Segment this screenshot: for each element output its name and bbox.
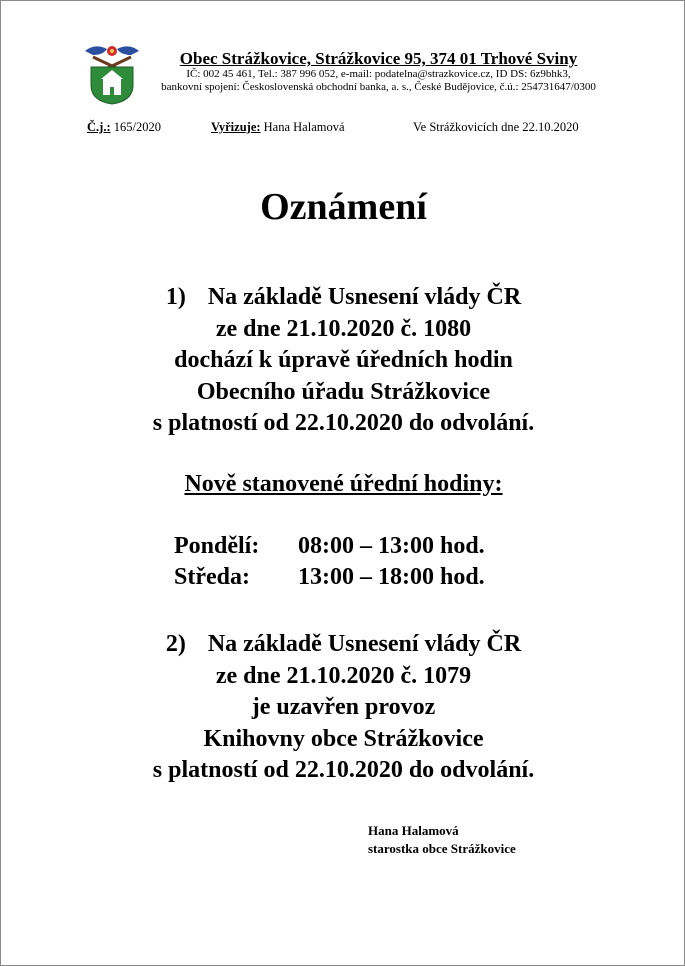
handled-by	[211, 120, 345, 135]
section-1-line: s platností od 22.10.2020 do odvolání.	[152, 410, 535, 436]
reference-number	[87, 120, 161, 135]
office-hours-time: 13:00 – 18:00 hod.	[298, 564, 485, 590]
municipality-title: Obec Strážkovice, Strážkovice 95, 374 01 Trhové Sviny	[179, 49, 578, 68]
page-title: Oznámení	[260, 186, 427, 228]
document-date: Ve Strážkovicích dne 22.10.2020	[413, 120, 579, 134]
section-2-line: je uzavřen provoz	[251, 694, 436, 720]
signature-role: starostka obce Strážkovice	[368, 841, 516, 856]
reference-label: Č.j.:	[87, 120, 111, 134]
section-1-line	[1, 282, 685, 314]
office-hours-row	[174, 564, 485, 591]
announcement-section-2	[1, 629, 685, 787]
handled-by-value: Hana Halamová	[260, 120, 345, 134]
signature-name: Hana Halamová	[368, 823, 459, 838]
office-hours-day: Pondělí:	[174, 533, 260, 559]
office-hours-time: 08:00 – 13:00 hod.	[298, 533, 485, 559]
section-2-line: Knihovny obce Strážkovice	[203, 725, 484, 752]
announcement-section-1	[1, 282, 685, 440]
section-1-line: dochází k úpravě úředních hodin	[174, 347, 513, 373]
section-1-number: 1)	[165, 284, 186, 310]
handled-by-label: Vyřizuje:	[211, 120, 261, 134]
section-1-line: Obecního úřadu Strážkovice	[196, 378, 491, 405]
office-hours-heading: Nově stanovené úřední hodiny:	[184, 471, 503, 497]
coat-of-arms-icon	[81, 41, 143, 105]
office-hours-row	[174, 533, 485, 560]
section-1-text: Na základě Usnesení vlády ČR	[207, 284, 522, 310]
section-1-line: ze dne 21.10.2020 č. 1080	[215, 315, 472, 342]
section-2-number: 2)	[165, 631, 186, 657]
section-2-line	[1, 629, 685, 661]
section-2-line: s platností od 22.10.2020 do odvolání.	[152, 757, 535, 783]
section-2-line: ze dne 21.10.2020 č. 1079	[215, 662, 472, 689]
section-2-text: Na základě Usnesení vlády ČR	[207, 631, 522, 657]
contact-line: IČ: 002 45 461, Tel.: 387 996 052, e-mail: podatelna@strazkovice.cz, ID DS: 6z9bhk3,	[186, 68, 571, 80]
reference-value: 165/2020	[110, 120, 161, 134]
office-hours-day: Středa:	[174, 564, 250, 590]
bank-line: bankovní spojení: Československá obchodní banka, a. s., České Budějovice, č.ú.: 254731647/0300	[161, 81, 596, 93]
